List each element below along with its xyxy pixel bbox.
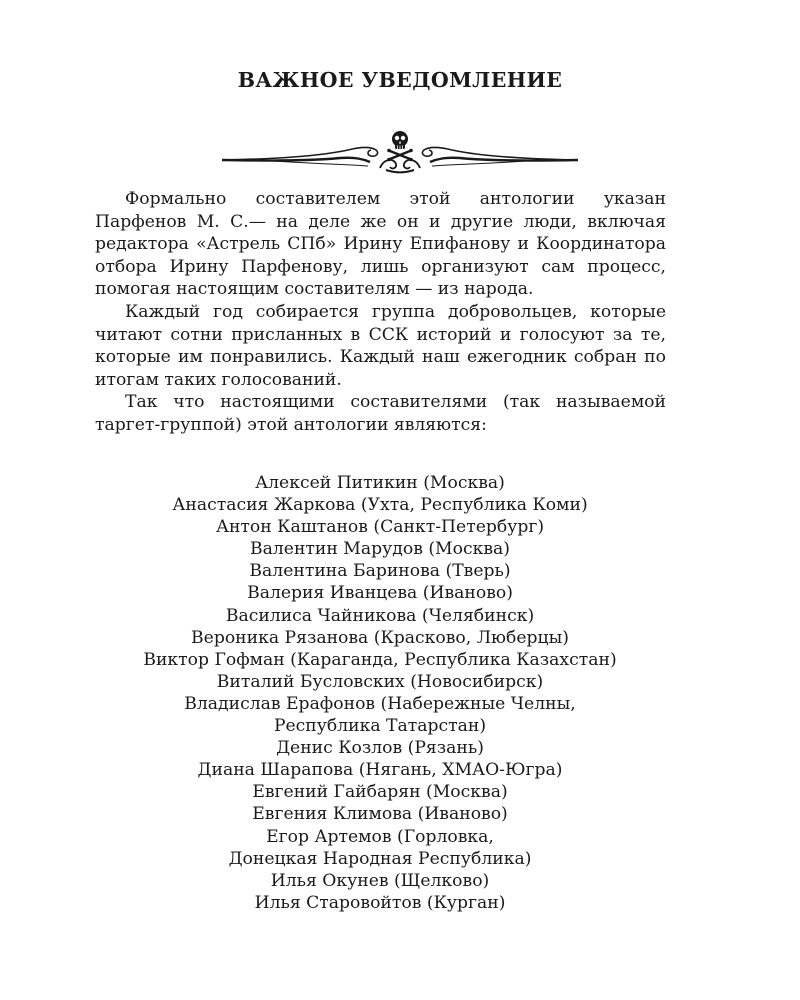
intro-text (95, 188, 666, 437)
list-item: Валентина Баринова (Тверь) (249, 561, 511, 582)
list-item: Донецкая Народная Республика) (228, 848, 532, 869)
list-item: Василиса Чайникова (Челябинск) (225, 605, 535, 626)
list-item: Валентин Марудов (Москва) (250, 539, 510, 560)
paragraph: Каждый год собирается группа добровольцев, которые читают сотни присланных в ССК историй и голосуют за те, которые им понравились. Каждый наш ежегодник собран по итогам таких голосований. (95, 301, 666, 390)
list-item: Евгения Климова (Иваново) (252, 804, 508, 825)
paragraph: Формально составителем этой антологии указан Парфенов М. С.— на деле же он и другие люди, включая редактора «Астрель СПб» Ирину Епифанову и Координатора отбора Ирину Парфенову, лишь организуют сам процесс, помогая настоящим составителям — из народа. (95, 189, 666, 300)
paragraph: Так что настоящими составителями (так называемой таргет-группой) этой антологии являются: (95, 392, 666, 435)
list-item: Анастасия Жаркова (Ухта, Республика Коми) (172, 495, 588, 516)
list-item: Диана Шарапова (Нягань, ХМАО-Югра) (197, 760, 563, 781)
list-item: Егор Артемов (Горловка, (266, 826, 494, 847)
list-item: Денис Козлов (Рязань) (276, 738, 484, 759)
compilers-list (60, 472, 700, 914)
list-item: Владислав Ерафонов (Набережные Челны, (184, 693, 576, 714)
list-item: Антон Каштанов (Санкт-Петербург) (215, 517, 545, 538)
list-item: Евгений Гайбарян (Москва) (252, 782, 508, 803)
list-item: Республика Татарстан) (273, 716, 487, 737)
list-item: Илья Старовойтов (Курган) (254, 892, 506, 913)
list-item: Вероника Рязанова (Красково, Люберцы) (191, 627, 569, 648)
skull-crossbones-flourish-icon (220, 128, 580, 174)
list-item: Виктор Гофман (Караганда, Республика Казахстан) (143, 649, 617, 670)
list-item: Алексей Питикин (Москва) (255, 473, 505, 493)
page-title: ВАЖНОЕ УВЕДОМЛЕНИЕ (237, 68, 563, 92)
list-item: Илья Окунев (Щелково) (270, 870, 490, 891)
list-item: Виталий Бусловских (Новосибирск) (216, 671, 544, 692)
list-item: Валерия Иванцева (Иваново) (247, 583, 513, 604)
